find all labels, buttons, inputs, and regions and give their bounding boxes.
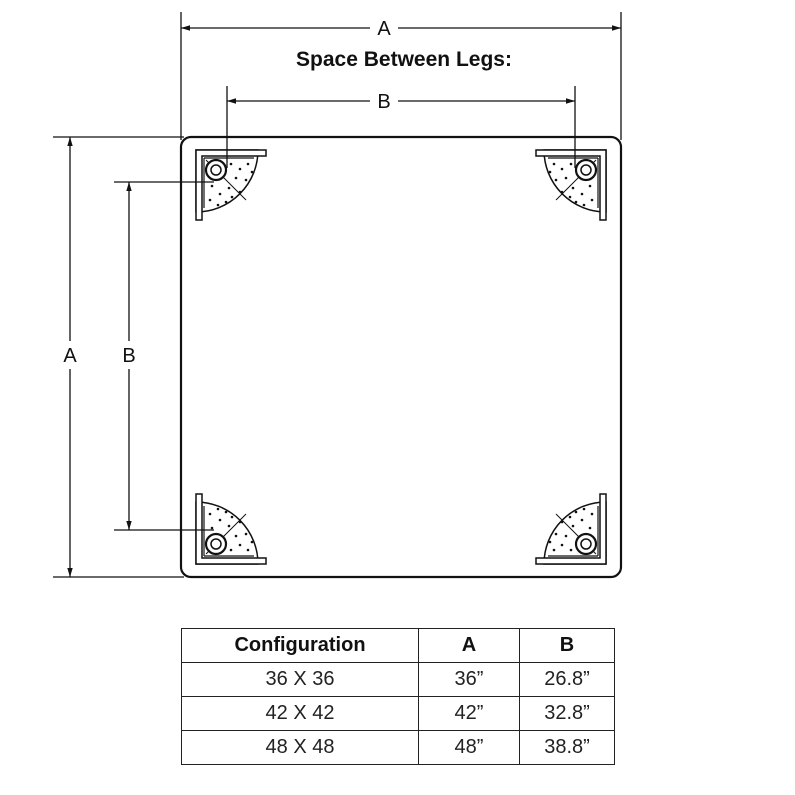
cell-b: 32.8” xyxy=(520,697,615,731)
header-configuration: Configuration xyxy=(182,629,419,663)
diagram-title: Space Between Legs: xyxy=(296,48,512,71)
cell-configuration: 48 X 48 xyxy=(182,731,419,765)
cell-b: 26.8” xyxy=(520,663,615,697)
dim-label-top-b: B xyxy=(377,91,391,113)
header-b: B xyxy=(520,629,615,663)
cell-a: 42” xyxy=(419,697,520,731)
dim-label-left-b: B xyxy=(122,345,136,367)
dimension-left-outer xyxy=(53,137,184,577)
cell-a: 36” xyxy=(419,663,520,697)
header-a: A xyxy=(419,629,520,663)
cell-configuration: 42 X 42 xyxy=(182,697,419,731)
dim-label-left-a: A xyxy=(63,345,77,367)
dim-label-top-a: A xyxy=(377,18,391,40)
cell-configuration: 36 X 36 xyxy=(182,663,419,697)
cell-b: 38.8” xyxy=(520,731,615,765)
table-row xyxy=(182,697,615,731)
table-header-row xyxy=(182,629,615,663)
table-row xyxy=(182,663,615,697)
table-row xyxy=(182,731,615,765)
dimension-top-outer xyxy=(181,12,621,140)
cell-a: 48” xyxy=(419,731,520,765)
tabletop-outline xyxy=(181,137,621,577)
configuration-table xyxy=(181,628,615,765)
